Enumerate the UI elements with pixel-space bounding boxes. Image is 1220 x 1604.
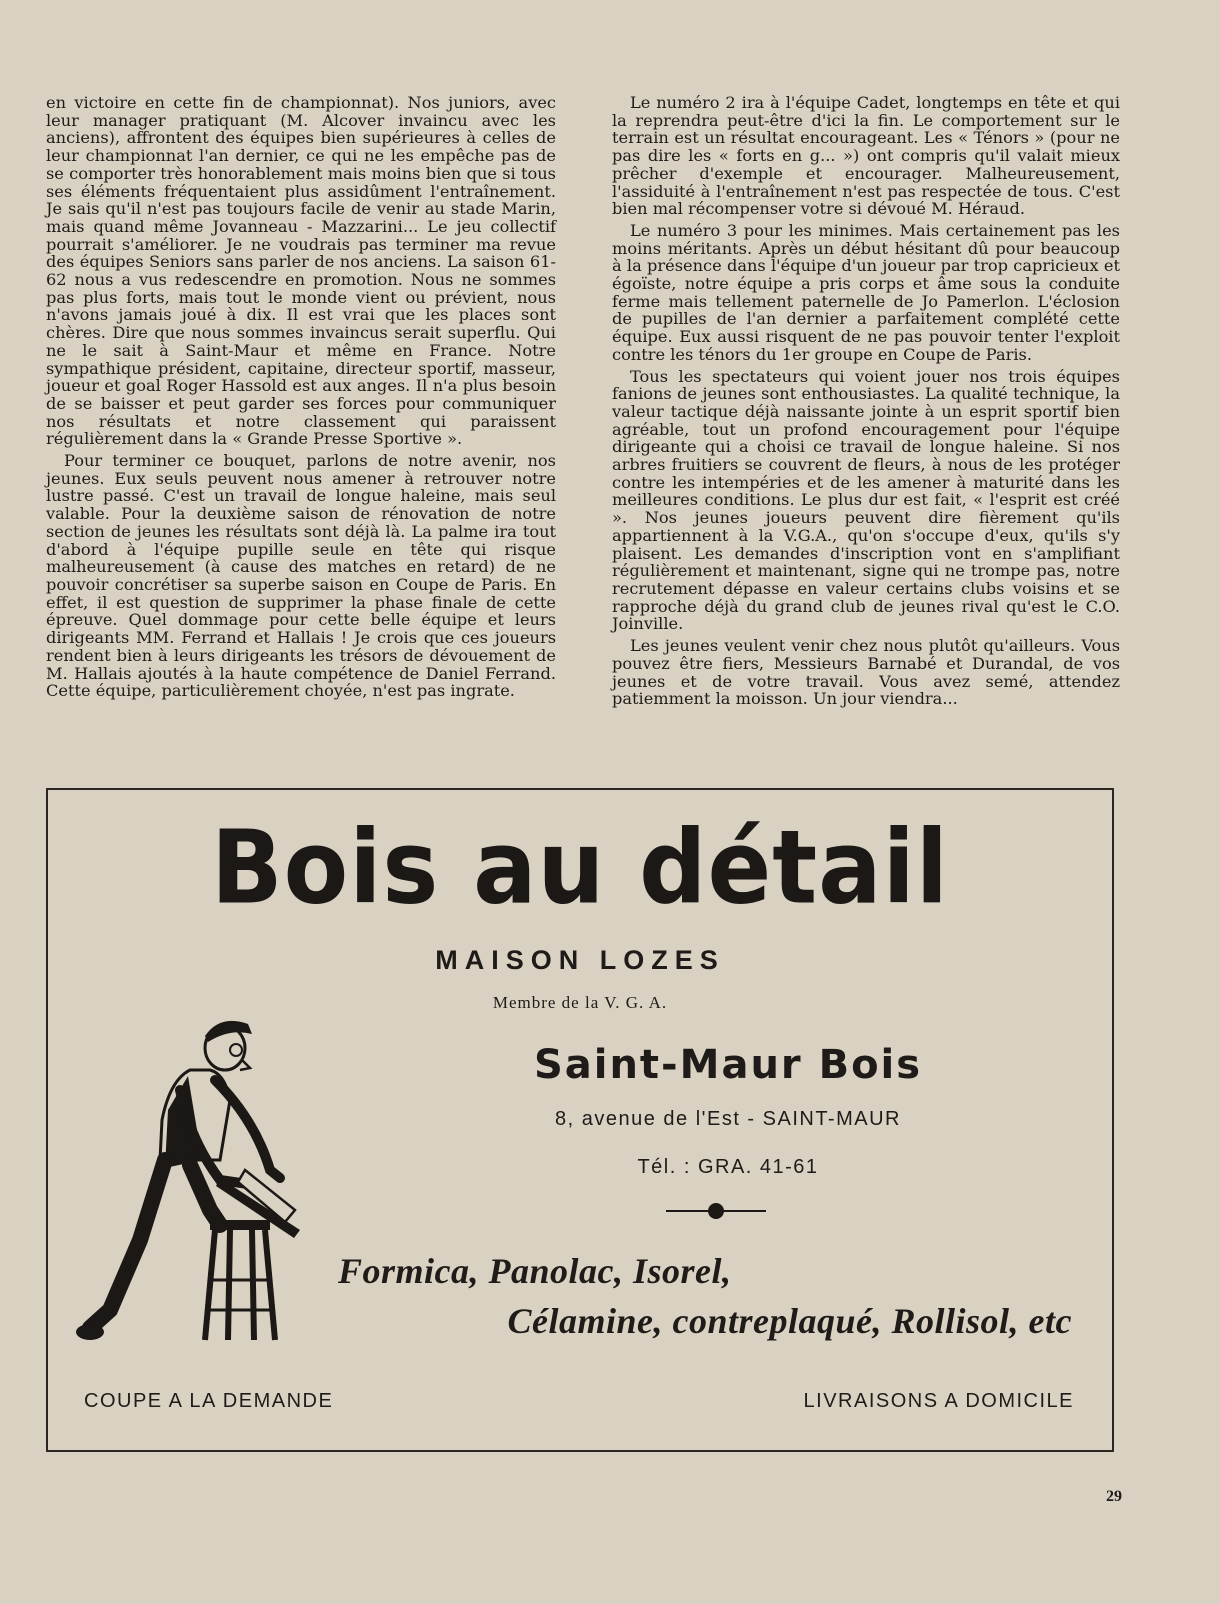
ad-products-line-1: Formica, Panolac, Isorel, — [338, 1251, 732, 1291]
article-paragraph: Pour terminer ce bouquet, parlons de notre avenir, nos jeunes. Eux seuls peuvent nous amener à retrouver notre lustre passé. C'est un travail de longue haleine, mais seul valable. Pour la deuxième saison de rénovation de notre section de jeunes les résultats sont déjà là. La palme ira tout d'abord à l'équipe pupille seule en tête qui risque malheureusement (à cause des matches en retard) de ne pouvoir concrétiser sa superbe saison en Coupe de Paris. En effet, il est question de supprimer la phase finale de cette épreuve. Quel dommage pour cette belle équipe et leurs dirigeants MM. Ferrand et Hallais ! Je crois que ces joueurs rendent bien à leurs dirigeants les trésors de dévouement de M. Hallais ajoutés à la haute compétence de Daniel Ferrand. Cette équipe, particulièrement choyée, n'est pas ingrate. — [46, 451, 556, 701]
ad-membership: Membre de la V. G. A. — [492, 993, 668, 1012]
carpenter-sawing-icon — [70, 1010, 300, 1354]
ad-address: 8, avenue de l'Est - SAINT-MAUR — [555, 1108, 901, 1130]
article-right-column — [612, 94, 1120, 712]
page-number: 29 — [1106, 1488, 1122, 1505]
article-paragraph: Tous les spectateurs qui voient jouer nos trois équipes fanions de jeunes sont enthousiastes. La qualité technique, la valeur tactique déjà naissante jointe à un esprit sportif bien agréable, tout un profond encouragement pour l'équipe dirigeante qui a choisi ce travail de longue haleine. Si nos arbres fruitiers se couvrent de fleurs, à nous de les protéger contre les intempéries et de les amener à maturité dans les meilleures conditions. Le plus dur est fait, « l'esprit est créé ». Nos jeunes joueurs peuvent dire fièrement qu'ils appartiennent à la V.G.A., qu'on s'occupe d'eux, qu'ils s'y plaisent. Les demandes d'inscription vont en s'amplifiant régulièrement et maintenant, signe qui ne trompe pas, notre recrutement dépasse en valeur certains clubs voisins et se rapproche déjà du grand club de jeunes rival qu'est le C.O. Joinville. — [612, 366, 1120, 634]
article-paragraph: Les jeunes veulent venir chez nous plutôt qu'ailleurs. Vous pouvez être fiers, Messieurs Barnabé et Durandal, de vos jeunes et de votre travail. Vous avez semé, attendez patiemment la moisson. Un jour viendra... — [612, 636, 1120, 709]
advertisement-box — [46, 788, 1114, 1452]
article-left-column — [46, 94, 556, 704]
ad-house-name: MAISON LOZES — [435, 945, 725, 975]
article-paragraph: Le numéro 3 pour les minimes. Mais certainement pas les moins méritants. Après un début hésitant dû pour beaucoup à la présence dans l'équipe d'un joueur par trop capricieux et égoïste, notre équipe a pris corps et âme sous la conduite ferme mais tellement paternelle de Jo Pamerlon. L'éclosion de pupilles de l'an dernier a parfaitement complété cette équipe. Eux aussi risquent de ne pas pouvoir tenter l'exploit contre les ténors du 1er groupe en Coupe de Paris. — [612, 220, 1120, 364]
ad-shop-name: Saint-Maur Bois — [533, 1042, 923, 1088]
dot-divider-icon — [666, 1201, 766, 1225]
article-paragraph: Le numéro 2 ira à l'équipe Cadet, longtemps en tête et qui la reprendra peut-être d'ici la fin. Le comportement sur le terrain est un résultat encourageant. Les « Ténors » (pour ne pas dire les « forts en g... ») ont compris qu'il valait mieux prêcher d'exemple et encourager. Malheureusement, l'assiduité à l'entraînement n'est pas respectée de tous. C'est bien mal récompenser votre si dévoué M. Héraud. — [612, 93, 1120, 219]
ad-phone: Tél. : GRA. 41-61 — [637, 1156, 819, 1178]
ad-headline: Bois au détail — [210, 809, 950, 928]
ad-footer-left: COUPE A LA DEMANDE — [84, 1390, 334, 1412]
article-paragraph: en victoire en cette fin de championnat). Nos juniors, avec leur manager pratiquant (M. Alcover invaincu avec les anciens), affrontent des équipes bien supérieures à celles de leur championnat l'an dernier, ce qui ne les empêche pas de se comporter très honorablement mais moins bien que si tous ses éléments fréquentaient plus assidûment l'entraînement. Je sais qu'il n'est pas toujours facile de venir au stade Marin, mais quand même Jovanneau - Mazzarini... Le jeu collectif pourrait s'améliorer. Je ne voudrais pas terminer ma revue des équipes Seniors sans parler de nos anciens. La saison 61-62 nous a vus redescendre en promotion. Nous ne sommes pas plus forts, mais tout le monde vient ou prévient, nous n'avons jamais joué à dix. Il est vrai que les places sont chères. Dire que nous sommes invaincus serait superflu. Qui ne le sait à Saint-Maur et même en France. Notre sympathique président, capitaine, directeur sportif, masseur, joueur et goal Roger Hassold est aux anges. Il n'a plus besoin de se baisser et peut garder ses forces pour communiquer nos résultats et notre classement qui paraissent régulièrement dans la « Grande Presse Sportive ». — [46, 93, 556, 449]
ad-products-line-2: Célamine, contreplaqué, Rollisol, etc — [507, 1301, 1072, 1341]
ad-footer-right: LIVRAISONS A DOMICILE — [803, 1390, 1074, 1412]
